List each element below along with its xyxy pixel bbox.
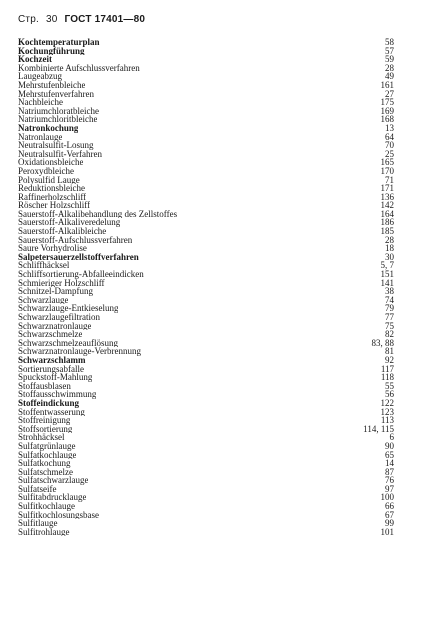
index-entry	[18, 451, 394, 460]
index-term: Sulfitkochlosungsbase	[18, 510, 99, 520]
index-term: Strohhäcksel	[18, 433, 65, 442]
index-term: Sauerstoff-Alkalibleiche	[18, 227, 107, 236]
index-term: Raffinerholzschliff	[18, 192, 87, 202]
index-term: Sauerstoff-Aufschlussverfahren	[18, 235, 133, 245]
index-page-number: 169	[380, 105, 394, 116]
index-term: Schmieriger Holzschliff	[18, 278, 105, 288]
index-entry	[18, 382, 394, 391]
index-term: Schliffsortierung-Abfalleeindicken	[18, 270, 144, 279]
standard-designation: ГОСТ 17401—80	[64, 14, 146, 25]
index-entry	[18, 158, 394, 167]
index-page-number: 59	[385, 54, 394, 65]
index-term: Schliffhäcksel	[18, 261, 70, 271]
index-entry	[18, 339, 394, 348]
index-term: Schwarzlaugefiltration	[18, 313, 100, 322]
index-entry	[18, 373, 394, 382]
index-entry	[18, 408, 394, 417]
index-term: Natronkochung	[18, 123, 79, 133]
index-term: Sulfatschwarzlauge	[18, 476, 89, 485]
index-page-number: 99	[385, 518, 394, 529]
index-term: Laugeabzug	[18, 72, 62, 81]
index-page-number: 57	[385, 45, 394, 56]
index-term: Schwarznatronlauge	[18, 321, 92, 331]
index-entry	[18, 253, 394, 262]
index-entry	[18, 64, 394, 73]
index-entry	[18, 167, 394, 176]
index-term: Kombinierte Aufschlussverfahren	[18, 63, 140, 73]
index-entry	[18, 38, 394, 47]
index-page-number: 101	[380, 526, 394, 537]
index-entry	[18, 425, 394, 434]
index-term: Sulfatkochlauge	[18, 450, 77, 460]
index-entry	[18, 519, 394, 528]
index-entry	[18, 313, 394, 322]
index-entry	[18, 201, 394, 210]
index-entry	[18, 442, 394, 451]
index-entry	[18, 141, 394, 150]
index-entry	[18, 287, 394, 296]
index-term: Schwarzschmelze	[18, 330, 83, 339]
index-term: Stoffreinigung	[18, 416, 71, 425]
index-entry	[18, 347, 394, 356]
index-term: Schwarznatronlauge-Verbrennung	[18, 347, 141, 356]
index-term: Natronlauge	[18, 132, 63, 142]
page-prefix: Стр.	[18, 14, 39, 25]
index-page-number: 58	[385, 37, 394, 47]
index-page-number: 64	[385, 131, 394, 142]
index-term: Sulfatseife	[18, 484, 57, 494]
index-page-number: 136	[380, 191, 394, 202]
index-page-number: 142	[380, 200, 394, 211]
index-entry	[18, 528, 394, 537]
index-entry	[18, 390, 394, 399]
index-entry	[18, 236, 394, 245]
index-page-number: 30	[385, 251, 394, 262]
index-page-number: 6	[389, 432, 394, 443]
index-entry	[18, 365, 394, 374]
index-entry	[18, 330, 394, 339]
index-page-number: 92	[385, 354, 394, 365]
index-term: Neutralsulfit-Verfahren	[18, 149, 102, 159]
index-term: Reduktionsbleiche	[18, 184, 85, 193]
index-page-number: 141	[380, 277, 394, 288]
index-page-number: 28	[385, 234, 394, 245]
index-page-number: 161	[380, 79, 394, 90]
index-term: Sortierungsabfalle	[18, 364, 84, 374]
index-entry	[18, 416, 394, 425]
index-page-number: 66	[385, 501, 394, 512]
index-entry	[18, 261, 394, 270]
index-term: Sulfatgrünlauge	[18, 441, 76, 451]
index-entry	[18, 176, 394, 185]
index-term: Sulfitabdrucklauge	[18, 493, 87, 503]
index-term: Stoffeindickung	[18, 398, 80, 408]
index-page-number: 185	[380, 226, 394, 237]
index-term: Kochzeit	[18, 55, 52, 64]
index-page-number: 90	[385, 440, 394, 451]
index-page-number: 170	[380, 165, 394, 176]
index-term: Kochungführung	[18, 46, 85, 56]
index-entry	[18, 468, 394, 477]
index-entry	[18, 502, 394, 511]
index-page-number: 151	[380, 269, 394, 280]
index-term: Sulfatkochung	[18, 459, 71, 468]
index-page-number: 100	[380, 492, 394, 503]
index-page-number: 27	[385, 88, 394, 99]
index-term: Sulfitkochlauge	[18, 502, 75, 511]
index-page-number: 164	[380, 208, 394, 219]
index-page-number: 171	[380, 183, 394, 194]
index-entry	[18, 90, 394, 99]
page-number: 30	[45, 14, 58, 25]
index-term: Salpetersauerzellstoffverfahren	[18, 252, 139, 262]
index-term: Röscher Holzschliff	[18, 201, 91, 210]
index-entry	[18, 322, 394, 331]
index-term: Stoffausblasen	[18, 381, 71, 391]
index-term: Natriumchloratbleiche	[18, 106, 99, 116]
index-page-number: 83, 88	[371, 337, 394, 348]
index-page-number: 14	[385, 458, 394, 469]
index-term: Stoffentwasserung	[18, 407, 85, 417]
index-term: Mehrstufenbleiche	[18, 80, 86, 90]
index-term: Mehrstufenverfahren	[18, 89, 94, 99]
index-term: Stoffausschwimmung	[18, 390, 97, 399]
index-page-number: 75	[385, 320, 394, 331]
index-entry	[18, 356, 394, 365]
index-entry	[18, 476, 394, 485]
index-page-number: 71	[385, 174, 394, 185]
index-entry	[18, 279, 394, 288]
index-page-number: 76	[385, 475, 394, 486]
index-page-number: 87	[385, 466, 394, 477]
index-term: Neutralsulfit-Losung	[18, 141, 94, 150]
index-entry	[18, 459, 394, 468]
index-entry	[18, 296, 394, 305]
index-entry	[18, 47, 394, 56]
index-page-number: 77	[385, 312, 394, 322]
index-page-number: 117	[380, 363, 394, 374]
index-entry	[18, 210, 394, 219]
index-entry	[18, 184, 394, 193]
index-entry	[18, 81, 394, 90]
index-entry	[18, 133, 394, 142]
index-entry	[18, 193, 394, 202]
index-page-number: 5, 7	[380, 260, 394, 271]
index-page-number: 18	[385, 243, 394, 254]
index-entry	[18, 399, 394, 408]
index-page-number: 114, 115	[363, 423, 394, 434]
index-entry	[18, 107, 394, 116]
index-term: Sulfitrohlauge	[18, 527, 70, 537]
index-term: Schnitzel-Dampfung	[18, 287, 93, 296]
index-term: Peroxydbleiche	[18, 166, 74, 176]
index-term: Sauerstoff-Alkalibehandlung des Zellstoffes	[18, 209, 178, 219]
index-entry	[18, 218, 394, 227]
index-page-number: 123	[380, 406, 394, 417]
index-entry	[18, 270, 394, 279]
index-term: Spuckstoff-Mahlung	[18, 373, 93, 382]
index-entry	[18, 55, 394, 64]
index-term: Natriumchloritbleiche	[18, 115, 98, 124]
index-page-number: 56	[385, 389, 394, 400]
index-page-number: 168	[380, 114, 394, 125]
index-page-number: 97	[385, 483, 394, 494]
index-page-number: 65	[385, 449, 394, 460]
index-entry	[18, 493, 394, 502]
index-page-number: 122	[380, 397, 394, 408]
index-entry	[18, 124, 394, 133]
index-entry	[18, 98, 394, 107]
index-page-number: 81	[385, 346, 394, 357]
index-entry	[18, 115, 394, 124]
index-term: Sulfitlauge	[18, 519, 58, 528]
index-page-number: 55	[385, 380, 394, 391]
index-term: Nachbleiche	[18, 98, 63, 107]
index-entry	[18, 433, 394, 442]
index-page-number: 175	[380, 97, 394, 108]
index-page-number: 67	[385, 509, 394, 520]
index-term: Stoffsortierung	[18, 424, 73, 434]
index-page-number: 79	[385, 303, 394, 314]
index-term: Sauerstoff-Alkaliveredelung	[18, 218, 121, 228]
index-term: Schwarzlauge-Entkieselung	[18, 304, 119, 313]
index-page-number: 165	[380, 157, 394, 168]
index-entry	[18, 150, 394, 159]
index-page-number: 25	[385, 148, 394, 159]
index-term: Polysulfid Lauge	[18, 175, 80, 185]
index-entry	[18, 485, 394, 494]
index-entry	[18, 72, 394, 81]
index-entry	[18, 304, 394, 313]
index-term: Schwarzschmelzeauflösung	[18, 338, 118, 348]
index-page-number: 28	[385, 62, 394, 73]
index-page-number: 49	[385, 71, 394, 82]
index-page-number: 186	[380, 217, 394, 228]
index-term: Kochtemperaturplan	[18, 38, 100, 47]
index-page-number: 38	[385, 286, 394, 297]
index-term: Oxidationsbleiche	[18, 158, 84, 167]
index-term: Schwarzlauge	[18, 295, 69, 305]
index-entry	[18, 227, 394, 236]
index-page-number: 70	[385, 140, 394, 151]
index-page-number: 113	[380, 415, 394, 426]
index-page-number: 74	[385, 294, 394, 305]
index-entry	[18, 244, 394, 253]
index-page-number: 118	[380, 372, 394, 383]
page-header	[18, 14, 149, 25]
index-term: Saure Vorhydrolise	[18, 244, 87, 253]
index-page-number: 82	[385, 329, 394, 340]
index-page-number: 13	[385, 122, 394, 133]
term-index-list	[18, 38, 394, 536]
index-entry	[18, 511, 394, 520]
index-term: Schwarzschlamm	[18, 355, 86, 365]
index-term: Sulfatschmelze	[18, 467, 73, 477]
